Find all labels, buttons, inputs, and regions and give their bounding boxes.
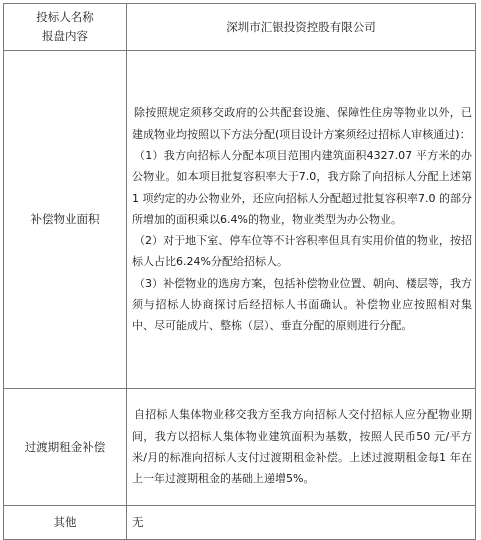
transition-rent-text: 自招标人集体物业移交我方至我方向招标人交付招标人应分配物业期间，我方以招标人集体物业建筑面积为基数，按照人民币50 元/平方米/月的标准向招标人支付过渡期租金补偿。上述过渡期租金每1 年在上一年过渡期租金的基础上递增5%。 xyxy=(132,408,472,486)
compensation-paragraph-3: （3）补偿物业的选房方案，包括补偿物业位置、朝向、楼层等，我方须与招标人协商探讨后经招标人书面确认。补偿物业应按照相对集中、尽可能成片、整栋（层）、垂直分配的原则进行分配。 xyxy=(132,276,472,333)
compensation-row xyxy=(4,51,476,389)
compensation-label: 补偿物业面积 xyxy=(4,51,127,389)
compensation-paragraph-intro: 除按照规定须移交政府的公共配套设施、保障性住房等物业以外，已建成物业均按照以下方法分配(项目设计方案须经过招标人审核通过)： xyxy=(132,106,472,141)
transition-rent-content xyxy=(127,389,476,506)
transition-rent-label: 过渡期租金补偿 xyxy=(4,389,127,506)
bid-offer-table xyxy=(3,3,476,540)
header-label-line2: 报盘内容 xyxy=(42,29,88,43)
other-value: 无 xyxy=(127,506,476,540)
bidder-name: 深圳市汇银投资控股有限公司 xyxy=(127,4,476,51)
header-label-cell xyxy=(4,4,127,51)
compensation-paragraph-1: （1）我方向招标人分配本项目范围内建筑面积4327.07 平方米的办公物业。如本项目批复容积率大于7.0，我方除了向招标人分配上述第1 项约定的办公物业外，还应向招标人分配超过批复容积率7.0 的部分所增加的面积乘以6.4%的物业，物业类型为办公物业。 xyxy=(132,148,472,226)
transition-rent-row xyxy=(4,389,476,506)
compensation-paragraph-2: （2）对于地下室、停车位等不计容积率但具有实用价值的物业，按招标人占比6.24%分配给招标人。 xyxy=(132,234,472,269)
header-label-line1: 投标人名称 xyxy=(36,10,94,24)
compensation-content xyxy=(127,51,476,389)
other-row xyxy=(4,506,476,540)
header-row xyxy=(4,4,476,51)
other-label: 其他 xyxy=(4,506,127,540)
